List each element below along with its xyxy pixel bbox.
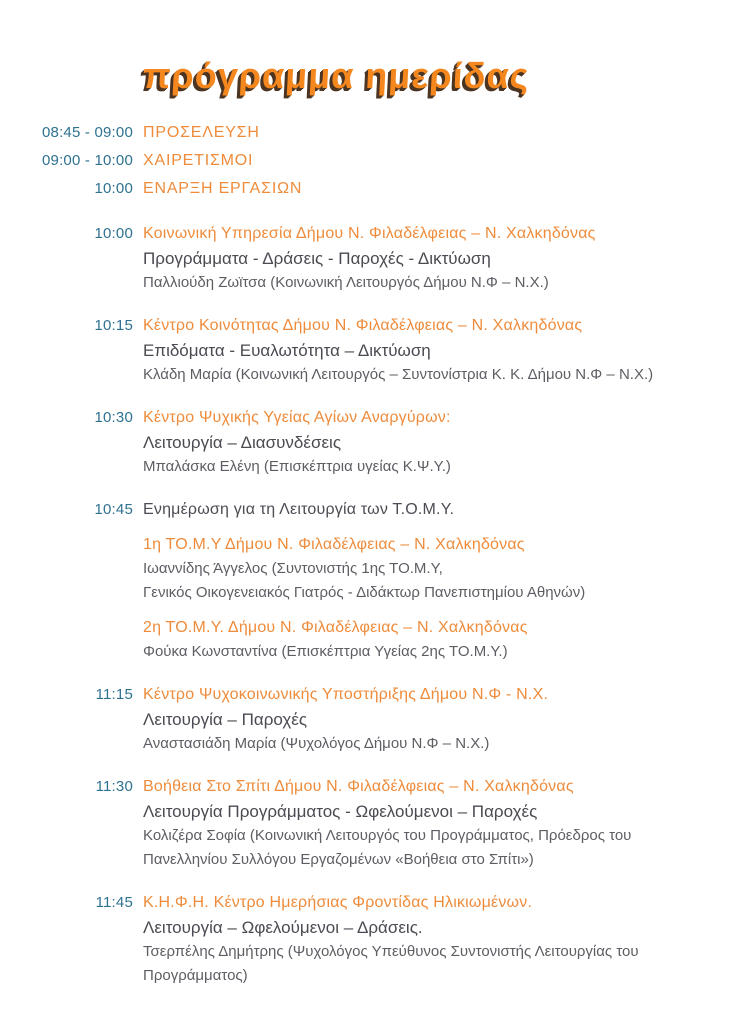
session-subtitle: Λειτουργία – Παροχές [143, 710, 308, 729]
session-content [143, 682, 712, 756]
session-block [30, 682, 712, 756]
session-speaker: Τσερπέλης Δημήτρης (Ψυχολόγος Υπεύθυνος Συντονιστής Λειτουργίας του [143, 943, 639, 960]
session-speaker: Γενικός Οικογενειακός Γιατρός - Διδάκτωρ Πανεπιστημίου Αθηνών) [143, 584, 586, 601]
session-block [30, 221, 712, 295]
session-speaker: Πανελληνίου Συλλόγου Εργαζομένων «Βοήθεια στο Σπίτι») [143, 851, 534, 868]
session-block-tomy [30, 497, 712, 664]
session-heading: Κ.Η.Φ.Η. Κέντρο Ημερήσιας Φροντίδας Ηλικιωμένων. [143, 894, 533, 911]
time-label: 10:00 [94, 180, 133, 197]
session-content [143, 405, 712, 479]
time-label: 11:30 [95, 778, 133, 795]
sub-session-heading: 1η ΤΟ.Μ.Υ Δήμου Ν. Φιλαδέλφειας – Ν. Χαλκηδόνας [143, 536, 525, 553]
time-label: 10:45 [94, 501, 133, 518]
session-content [143, 890, 712, 988]
session-heading: Κέντρο Ψυχικής Υγείας Αγίων Αναργύρων: [143, 409, 451, 426]
page-title: πρόγραμμα ημερίδας [141, 55, 531, 96]
schedule-header-row [30, 147, 712, 175]
session-content [143, 774, 712, 872]
session-block [30, 405, 712, 479]
sub-session-block [143, 615, 712, 664]
time-label: 08:45 - 09:00 [41, 124, 133, 141]
time-label: 10:15 [94, 317, 133, 334]
schedule-header-row [30, 119, 712, 147]
session-speaker: Κολιζέρα Σοφία (Κοινωνική Λειτουργός του Προγράμματος, Πρόεδρος του [143, 827, 632, 844]
session-subtitle: Λειτουργία – Διασυνδέσεις [143, 433, 342, 452]
session-subtitle: Λειτουργία – Ωφελούμενοι – Δράσεις. [143, 918, 423, 937]
session-block [30, 774, 712, 872]
session-speaker: Παλλιούδη Ζωϊτσα (Κοινωνική Λειτουργός Δήμου Ν.Φ – Ν.Χ.) [143, 274, 549, 291]
session-list [30, 221, 712, 988]
session-block [30, 313, 712, 387]
time-label: 10:00 [94, 225, 133, 242]
schedule-header-label: ΧΑΙΡΕΤΙΣΜΟΙ [143, 152, 254, 169]
schedule-header-label: ΠΡΟΣΕΛΕΥΣΗ [143, 124, 260, 141]
schedule-header-label: ΕΝΑΡΞΗ ΕΡΓΑΣΙΩΝ [143, 180, 303, 197]
time-label: 11:45 [95, 894, 133, 911]
sub-session-block [143, 532, 712, 605]
session-subtitle: Προγράμματα - Δράσεις - Παροχές - Δικτύωση [143, 249, 491, 268]
session-content [143, 497, 712, 664]
session-speaker: Μπαλάσκα Ελένη (Επισκέπτρια υγείας Κ.Ψ.Υ.) [143, 458, 451, 475]
time-label: 10:30 [94, 409, 133, 426]
session-subtitle: Επιδόματα - Ευαλωτότητα – Δικτύωση [143, 341, 431, 360]
session-heading: Βοήθεια Στο Σπίτι Δήμου Ν. Φιλαδέλφειας – Ν. Χαλκηδόνας [143, 778, 574, 795]
session-speaker: Αναστασιάδη Μαρία (Ψυχολόγος Δήμου Ν.Φ – Ν.Χ.) [143, 735, 490, 752]
session-block [30, 890, 712, 988]
session-heading: Κοινωνική Υπηρεσία Δήμου Ν. Φιλαδέλφειας – Ν. Χαλκηδόνας [143, 225, 596, 242]
session-speaker: Προγράμματος) [143, 967, 248, 984]
session-content [143, 313, 712, 387]
schedule-header-list [30, 119, 712, 203]
session-heading: Ενημέρωση για τη Λειτουργία των Τ.Ο.Μ.Υ. [143, 501, 455, 518]
session-subtitle: Λειτουργία Προγράμματος - Ωφελούμενοι – Παροχές [143, 802, 538, 821]
time-label: 11:15 [95, 686, 133, 703]
session-heading: Κέντρο Κοινότητας Δήμου Ν. Φιλαδέλφειας – Ν. Χαλκηδόνας [143, 317, 583, 334]
session-content [143, 221, 712, 295]
session-heading: Κέντρο Ψυχοκοινωνικής Υποστήριξης Δήμου Ν.Φ - Ν.Χ. [143, 686, 549, 703]
time-label: 09:00 - 10:00 [41, 152, 133, 169]
session-speaker: Φούκα Κωνσταντίνα (Επισκέπτρια Υγείας 2ης ΤΟ.Μ.Υ.) [143, 643, 508, 660]
session-speaker: Κλάδη Μαρία (Κοινωνική Λειτουργός – Συντονίστρια Κ. Κ. Δήμου Ν.Φ – Ν.Χ.) [143, 366, 654, 383]
schedule-header-row [30, 175, 712, 203]
sub-session-heading: 2η ΤΟ.Μ.Υ. Δήμου Ν. Φιλαδέλφειας – Ν. Χαλκηδόνας [143, 619, 528, 636]
session-speaker: Ιωαννίδης Άγγελος (Συντονιστής 1ης ΤΟ.Μ.Υ, [143, 560, 443, 577]
